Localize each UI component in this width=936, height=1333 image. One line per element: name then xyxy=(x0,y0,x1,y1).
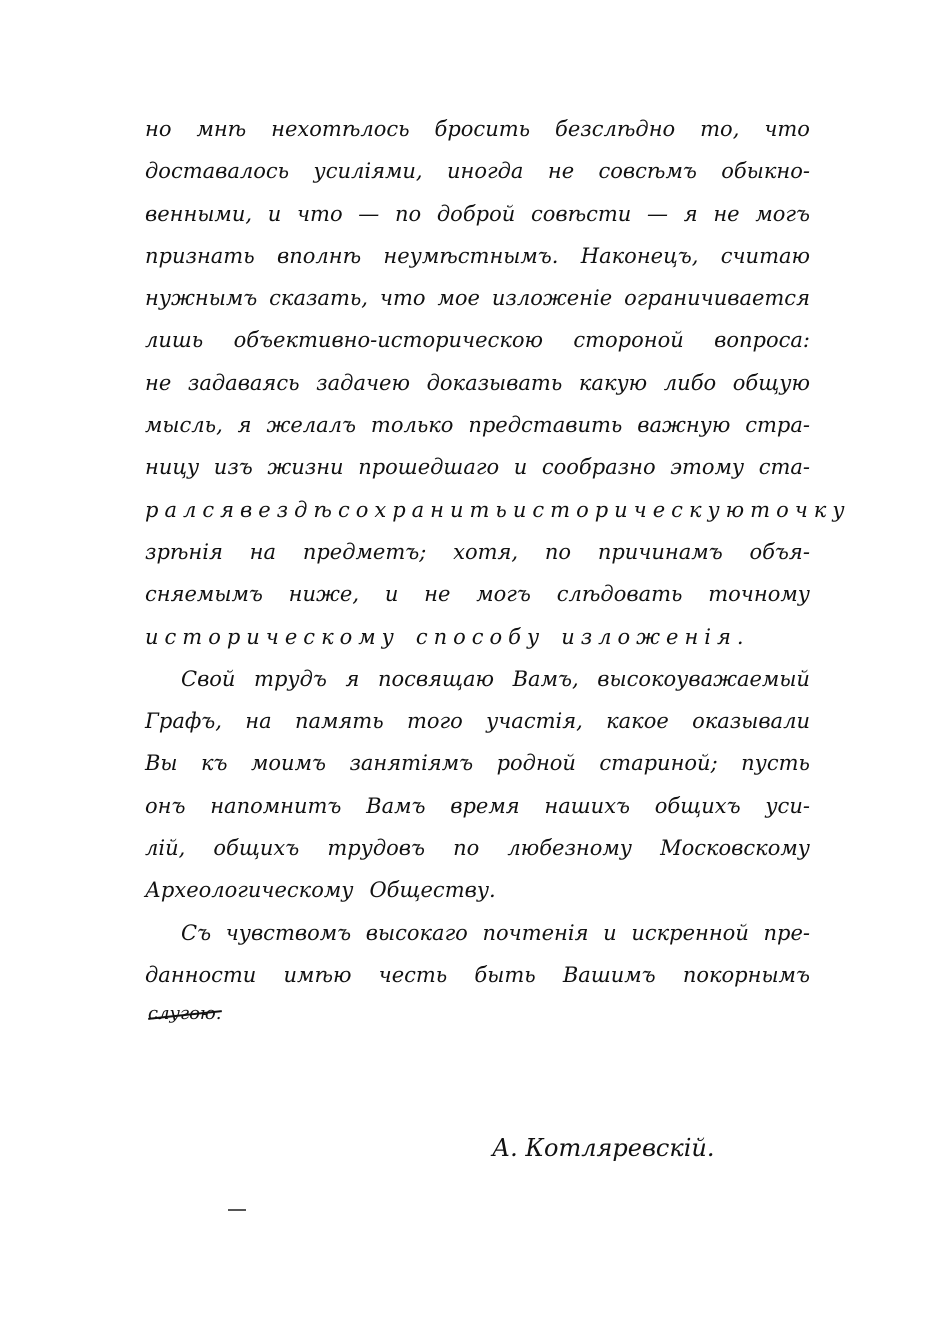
text-line xyxy=(145,108,810,150)
word: бросить xyxy=(434,117,531,141)
word: быть xyxy=(474,962,536,987)
word: могъ xyxy=(755,201,810,226)
word: того xyxy=(406,709,463,734)
word: Свой xyxy=(181,666,236,691)
word: либо xyxy=(663,370,717,395)
text-line xyxy=(145,150,810,192)
word: предметъ; xyxy=(302,539,427,564)
word: жизни xyxy=(267,455,344,480)
word: чувствомъ xyxy=(225,920,352,945)
word: историческую xyxy=(512,497,751,522)
word: этому xyxy=(670,455,745,480)
word: мнѣ xyxy=(196,117,247,141)
word: сняемымъ xyxy=(145,582,263,607)
word: сообразно xyxy=(541,455,656,480)
word: неумѣстнымъ. xyxy=(383,243,559,268)
word: къ xyxy=(201,751,228,776)
word: Археологическому xyxy=(145,878,354,903)
word: напомнитъ xyxy=(210,793,342,818)
word: не xyxy=(547,159,575,184)
word: по xyxy=(453,836,480,861)
text-line xyxy=(145,446,810,488)
word: по xyxy=(544,539,572,564)
word: доставалось xyxy=(145,159,290,184)
word: задаваясь xyxy=(187,370,300,395)
word: стариной; xyxy=(599,751,718,776)
word: Вы xyxy=(145,751,178,776)
word: но xyxy=(145,117,172,141)
word: ницу xyxy=(145,455,200,480)
word: трудовъ xyxy=(327,836,426,861)
text-line xyxy=(145,954,810,996)
word: вездѣ xyxy=(240,497,338,522)
word: причинамъ xyxy=(597,539,723,564)
word: искренной xyxy=(631,920,749,945)
word: я xyxy=(345,666,360,691)
word: что xyxy=(764,117,810,141)
word: не xyxy=(424,582,451,607)
word: историческому xyxy=(145,624,400,649)
word: не xyxy=(145,370,172,395)
word: доказывать xyxy=(426,370,563,395)
word: нехотѣлось xyxy=(271,117,410,141)
word: способу xyxy=(415,624,546,649)
text-line xyxy=(145,658,810,700)
word: имѣю xyxy=(283,962,352,987)
word: безслѣдно xyxy=(555,117,676,141)
word: родной xyxy=(496,751,576,776)
word: Съ xyxy=(181,920,212,945)
word: время xyxy=(450,793,520,818)
word: почтенія xyxy=(482,920,589,945)
word: оказывали xyxy=(692,709,810,734)
word: сохранить xyxy=(337,497,513,522)
word: Обществу. xyxy=(369,878,496,903)
word: лій, xyxy=(145,836,186,861)
word: участія, xyxy=(486,709,583,734)
word: признать xyxy=(145,243,255,268)
word: посвящаю xyxy=(377,666,495,691)
word: изложенія. xyxy=(561,624,750,649)
word: Наконецъ, xyxy=(580,243,699,268)
text-line xyxy=(145,912,810,954)
word: рался xyxy=(145,497,240,522)
text-line xyxy=(145,235,810,277)
word: стра- xyxy=(745,413,810,438)
word: трудъ xyxy=(254,666,327,691)
word: иногда xyxy=(447,159,524,184)
word: только xyxy=(370,413,454,438)
word: объя- xyxy=(749,539,810,564)
word: высокаго xyxy=(365,920,468,945)
word: уси- xyxy=(765,793,810,818)
word: совсѣмъ xyxy=(598,159,697,184)
word: я xyxy=(683,201,698,226)
word: желалъ xyxy=(266,413,357,438)
servant-word: слугою. xyxy=(148,1003,222,1024)
word: важную xyxy=(637,413,731,438)
word: данности xyxy=(145,962,257,987)
text-line xyxy=(145,616,810,658)
word: точку xyxy=(750,497,851,522)
word: венными, xyxy=(145,201,253,226)
word: общихъ xyxy=(213,836,300,861)
word: мысль, xyxy=(145,413,223,438)
word: пусть xyxy=(741,751,810,776)
word: мое xyxy=(437,286,480,311)
word: задачею xyxy=(316,370,410,395)
text-line xyxy=(145,827,810,869)
word: объективно-историческою xyxy=(233,328,543,353)
word: я xyxy=(237,413,252,438)
word: обыкно- xyxy=(721,159,810,184)
word: на xyxy=(249,539,277,564)
word: ста- xyxy=(758,455,810,480)
word: Вамъ, xyxy=(512,666,579,691)
word: ниже, xyxy=(288,582,360,607)
struck-out-word xyxy=(148,999,222,1029)
word: и xyxy=(267,201,282,226)
word: пре- xyxy=(763,920,810,945)
stray-ink-mark xyxy=(228,1209,246,1211)
word: и xyxy=(513,455,528,480)
text-line xyxy=(145,531,810,573)
signature: А. Котляревскій. xyxy=(492,1134,715,1162)
word: онъ xyxy=(145,793,186,818)
word: на xyxy=(245,709,272,734)
text-line xyxy=(145,742,810,784)
text-line xyxy=(145,362,810,404)
word: вопроса: xyxy=(714,328,810,353)
word: доброй xyxy=(436,201,516,226)
text-line xyxy=(145,193,810,235)
word: — xyxy=(358,201,380,226)
word: прошедшаго xyxy=(358,455,500,480)
word: по xyxy=(395,201,422,226)
word: высокоуважаемый xyxy=(597,666,810,691)
text-line xyxy=(145,700,810,742)
word: честь xyxy=(378,962,448,987)
word: нашихъ xyxy=(544,793,631,818)
text-line xyxy=(145,404,810,446)
word: какое xyxy=(606,709,669,734)
text-line xyxy=(145,573,810,615)
word: вполнѣ xyxy=(276,243,362,268)
word: и xyxy=(384,582,399,607)
word: Московскому xyxy=(660,836,810,861)
word: изложеніе xyxy=(491,286,613,311)
text-line xyxy=(145,319,810,361)
word: точному xyxy=(708,582,810,607)
word: Вашимъ xyxy=(562,962,656,987)
text-line xyxy=(145,785,810,827)
letter-body xyxy=(145,108,851,996)
word: Вамъ xyxy=(366,793,426,818)
word: зрѣнія xyxy=(145,539,223,564)
word: нужнымъ xyxy=(145,286,258,311)
word: покорнымъ xyxy=(682,962,810,987)
word: что xyxy=(296,201,343,226)
word: лишь xyxy=(145,328,204,353)
word: считаю xyxy=(720,243,810,268)
word: что xyxy=(379,286,426,311)
word: память xyxy=(294,709,384,734)
word: моимъ xyxy=(251,751,326,776)
word: Графъ, xyxy=(145,709,222,734)
word: хотя, xyxy=(453,539,519,564)
word: стороной xyxy=(573,328,684,353)
text-line xyxy=(145,869,810,911)
word: — xyxy=(647,201,669,226)
word: любезному xyxy=(507,836,632,861)
word: усиліями, xyxy=(313,159,423,184)
word: совѣсти xyxy=(530,201,632,226)
word: занятіямъ xyxy=(349,751,474,776)
word: сказать, xyxy=(269,286,368,311)
word: общую xyxy=(732,370,810,395)
word: и xyxy=(603,920,617,945)
word: не xyxy=(713,201,740,226)
word: слѣдовать xyxy=(556,582,683,607)
word: ограничивается xyxy=(624,286,810,311)
word: то, xyxy=(700,117,740,141)
text-line xyxy=(145,489,851,531)
word: общихъ xyxy=(654,793,741,818)
word: изъ xyxy=(213,455,253,480)
word: представить xyxy=(468,413,623,438)
text-line xyxy=(145,277,810,319)
word: какую xyxy=(578,370,648,395)
word: могъ xyxy=(476,582,531,607)
